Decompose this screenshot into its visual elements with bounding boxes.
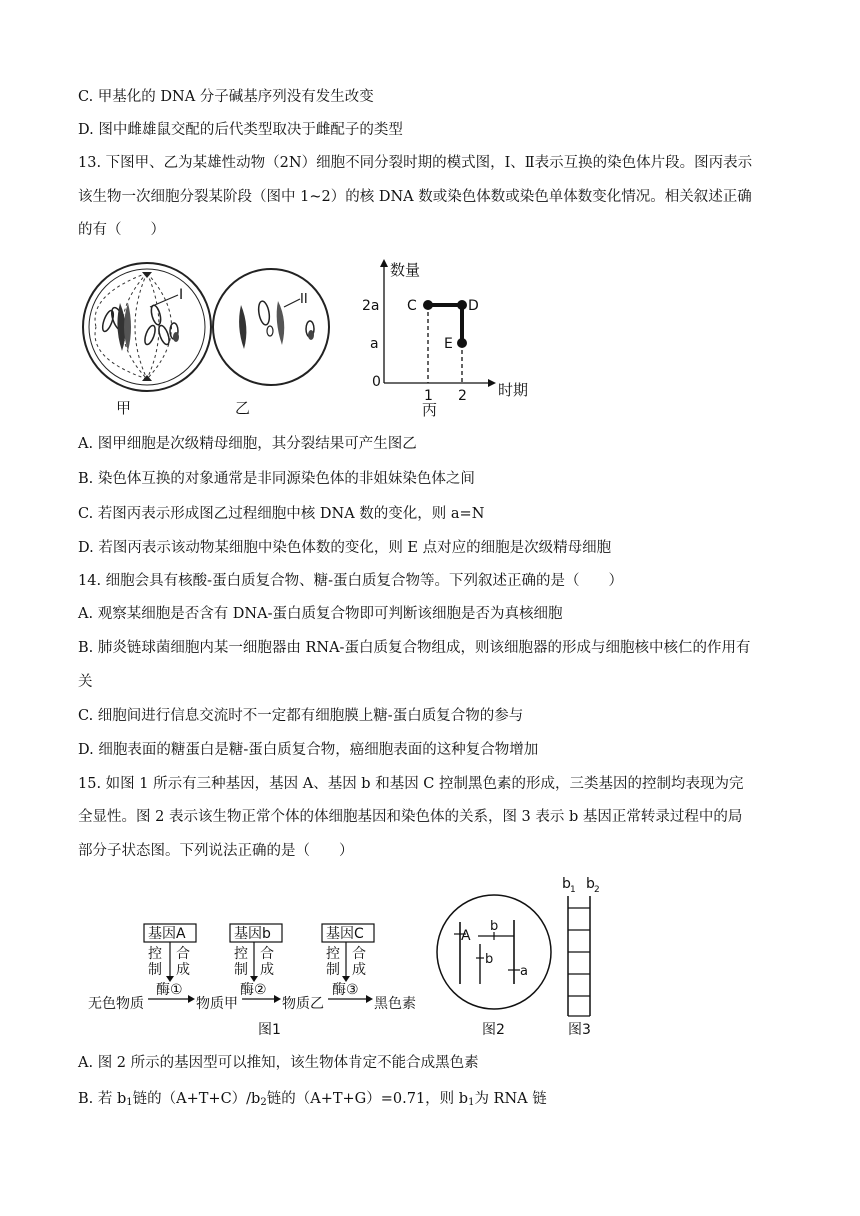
q14-option-a: A. 观察某细胞是否含有 DNA-蛋白质复合物即可判断该细胞是否为真核细胞 bbox=[78, 606, 563, 622]
q15-option-b bbox=[78, 1089, 547, 1113]
q14-option-b-line1: B. 肺炎链球菌细胞内某一细胞器由 RNA-蛋白质复合物组成，则该细胞器的形成与细胞核中核仁的作用有 bbox=[78, 640, 751, 656]
q14-stem: 14. 细胞会具有核酸-蛋白质复合物、糖-蛋白质复合物等。下列叙述正确的是（ ） bbox=[78, 573, 623, 589]
tick-1: 1 bbox=[424, 388, 433, 404]
gene-a-zhi: 制 bbox=[148, 962, 162, 978]
q15-stem-line2: 全显性。图 2 表示该生物正常个体的体细胞基因和染色体的关系，图 3 表示 b 基因正常转录过程中的局 bbox=[78, 809, 743, 825]
gene-a-kong: 控 bbox=[148, 946, 162, 962]
gene-b1-marker: b bbox=[490, 919, 499, 934]
label-E: E bbox=[444, 336, 453, 352]
option-d-line: D. 图中雌雄鼠交配的后代类型取决于雌配子的类型 bbox=[78, 122, 403, 138]
gene-c-cheng: 成 bbox=[352, 962, 366, 978]
gene-b2-marker: b bbox=[485, 952, 494, 967]
figure-3-caption: 图3 bbox=[568, 1022, 591, 1038]
tick-0: 0 bbox=[372, 374, 381, 390]
q13-stem-line3: 的有（ ） bbox=[78, 222, 165, 238]
strand-b2-sub: 2 bbox=[594, 885, 600, 895]
cell-jia bbox=[83, 263, 211, 417]
x-axis-label: 时期 bbox=[498, 381, 529, 399]
graph-bing bbox=[362, 259, 528, 419]
gene-b-label: 基因b bbox=[234, 926, 271, 942]
figure-2-caption: 图2 bbox=[482, 1022, 505, 1038]
point-D bbox=[457, 300, 467, 310]
substance-yi: 物质乙 bbox=[282, 996, 324, 1012]
gene-b-he: 合 bbox=[260, 946, 274, 962]
label-yi: 乙 bbox=[235, 399, 251, 417]
q13-option-d: D. 若图丙表示该动物某细胞中染色体数的变化，则 E 点对应的细胞是次级精母细胞 bbox=[78, 540, 612, 556]
figure-3-strands bbox=[562, 876, 600, 1038]
substance-melanin: 黑色素 bbox=[374, 996, 416, 1012]
q14-option-c: C. 细胞间进行信息交流时不一定都有细胞膜上糖-蛋白质复合物的参与 bbox=[78, 708, 524, 724]
q13-option-b: B. 染色体互换的对象通常是非同源染色体的非姐妹染色体之间 bbox=[78, 471, 475, 487]
gene-a-marker: a bbox=[520, 964, 528, 979]
strand-b2-label: b bbox=[586, 876, 595, 892]
y-axis-label: 数量 bbox=[390, 261, 421, 279]
option-c-line: C. 甲基化的 DNA 分子碱基序列没有发生改变 bbox=[78, 89, 374, 105]
gene-a-label: 基因A bbox=[148, 926, 186, 942]
gene-a-cheng: 成 bbox=[176, 962, 190, 978]
substance-jia: 物质甲 bbox=[196, 996, 238, 1012]
gene-c-zhi: 制 bbox=[326, 962, 340, 978]
strand-b1-sub: 1 bbox=[570, 885, 576, 895]
q13-option-c: C. 若图丙表示形成图乙过程细胞中核 DNA 数的变化，则 a=N bbox=[78, 506, 485, 522]
q15b-part3: 链的（A+T+G）=0.71，则 b bbox=[266, 1091, 469, 1107]
q15b-part2: 链的（A+T+C）/b bbox=[132, 1091, 261, 1107]
point-E bbox=[457, 338, 467, 348]
label-I: I bbox=[179, 287, 184, 303]
gene-b-kong: 控 bbox=[234, 946, 248, 962]
q13-stem-line1: 13. 下图甲、乙为某雄性动物（2N）细胞不同分裂时期的模式图，Ⅰ、Ⅱ表示互换的染色体片段。图丙表示 bbox=[78, 155, 753, 171]
q13-stem-line2: 该生物一次细胞分裂某阶段（图中 1~2）的核 DNA 数或染色体数或染色单体数变化情况。相关叙述正确 bbox=[78, 189, 752, 205]
figure-1-caption: 图1 bbox=[258, 1022, 281, 1038]
label-jia: 甲 bbox=[116, 399, 132, 417]
gene-A-marker: A bbox=[461, 928, 471, 944]
q15b-sub3: 1 bbox=[468, 1097, 475, 1108]
q15b-sub1: 1 bbox=[126, 1097, 133, 1108]
q15-stem-line1: 15. 如图 1 所示有三种基因，基因 A、基因 b 和基因 C 控制黑色素的形成，三类基因的控制均表现为完 bbox=[78, 776, 744, 792]
q13-option-a: A. 图甲细胞是次级精母细胞，其分裂结果可产生图乙 bbox=[78, 436, 417, 452]
q15b-part4: 为 RNA 链 bbox=[474, 1091, 547, 1107]
q13-figure bbox=[78, 255, 538, 425]
label-D: D bbox=[468, 298, 479, 314]
strand-b1-label: b bbox=[562, 876, 571, 892]
gene-c-kong: 控 bbox=[326, 946, 340, 962]
label-C: C bbox=[407, 298, 417, 314]
q14-option-d: D. 细胞表面的糖蛋白是糖-蛋白质复合物，癌细胞表面的这种复合物增加 bbox=[78, 742, 539, 758]
gene-b-zhi: 制 bbox=[234, 962, 248, 978]
tick-a: a bbox=[370, 336, 379, 352]
label-II: II bbox=[300, 292, 308, 307]
q15-figure bbox=[78, 872, 618, 1042]
tick-2a: 2a bbox=[362, 298, 380, 314]
gene-c-label: 基因C bbox=[326, 926, 364, 942]
cell-yi bbox=[213, 269, 329, 417]
substance-colorless: 无色物质 bbox=[88, 996, 144, 1012]
gene-c-he: 合 bbox=[352, 946, 366, 962]
point-C bbox=[423, 300, 433, 310]
enzyme-1: 酶① bbox=[156, 982, 183, 998]
gene-a-he: 合 bbox=[176, 946, 190, 962]
q15b-part1: B. 若 b bbox=[78, 1091, 127, 1107]
enzyme-3: 酶③ bbox=[332, 982, 359, 998]
gene-b-cheng: 成 bbox=[260, 962, 274, 978]
tick-2: 2 bbox=[458, 388, 467, 404]
label-bing: 丙 bbox=[422, 401, 438, 419]
q14-option-b-line2: 关 bbox=[78, 674, 93, 690]
figure-2-cell bbox=[437, 895, 551, 1038]
figure-1-pathway bbox=[88, 924, 416, 1038]
enzyme-2: 酶② bbox=[240, 982, 267, 998]
q15-stem-line3: 部分子状态图。下列说法正确的是（ ） bbox=[78, 843, 354, 859]
q15b-sub2: 2 bbox=[260, 1097, 267, 1108]
q15-option-a: A. 图 2 所示的基因型可以推知，该生物体肯定不能合成黑色素 bbox=[78, 1055, 479, 1071]
